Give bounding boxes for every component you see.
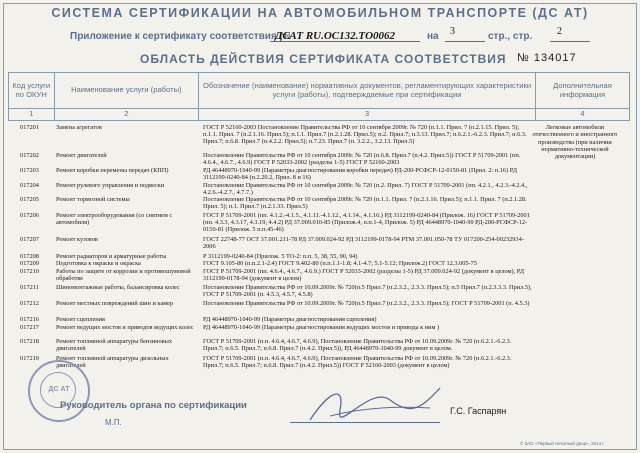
row-service: Ремонт тормозной системы [56,196,130,203]
cert-number: ДСАТ RU.ОС132.ТО0062 [275,30,396,42]
table-header [8,72,630,121]
row-doc: Постановление Правительства РФ от 10.09.2009г. № 720(п.5 Прил.7 (п.2.3.2., 2.3.3. Прил.5); п.5 Прил.7 (п.2.3.3.3. Прил.5), ГОСТ Р 51709-2001 (п. 4.5.3, 4.5.7, 4.5.8) [203,284,532,298]
row-code: 017212 [20,300,39,307]
row-service: Работы по защите от коррозии и противошумовой обработке [56,268,191,282]
row-code: 017217 [20,324,39,331]
row-code: 017204 [20,182,39,189]
row-service: Ремонт коробки перемены передач (КПП) [56,167,169,174]
row-code: 017201 [20,124,39,131]
row-doc: РД 46448970-1040-99 (Параметры диагностирования коробки передач) РД-200-РСФСР-12-0150-81 (Прил. 2: п.16) РД 3112199-0240-84 (п.2.20.2, Прил. 8 и 16) [203,167,518,181]
row-service: Ремонт ведущих мостов и приводов ведущих колес [56,324,194,331]
appendix-label: Приложение к сертификату соответствия № [70,31,291,42]
col-code-header: Код услуги по ОКУН [9,73,55,109]
row-service: Шиномонтажные работы, балансировка колес [56,284,180,291]
row-code: 017203 [20,167,39,174]
row-code: 017206 [20,212,39,219]
col-num-1: 1 [9,109,55,121]
row-doc: Р 3112199-0240-84 (Прилож. 5 ТО-2: п.п. 5, 38, 55, 90, 94) [203,253,358,260]
appendix-line [70,28,630,46]
row-doc: РД 46448970-1040-99 (Параметры диагностирования сцепления) [203,316,377,323]
on-label: на [427,31,439,42]
seal-place-label: М.П. [105,418,122,427]
col-service-header: Наименование услуги (работы) [54,73,199,109]
row-doc: ГОСТ Р 51709-2001 (пп. 4.1.2.-4.1.5., 4.1.11.-4.1.12., 4.1.14., 4.1.16.) РД 3112199-0240-84 (Прилож. 16) ГОСТ Р 51709-2001 (пп. 4.3.3, 4.3.17, 4.3.19, 4.4.2) РД 37.009.010-85 (Прилож.4, п.п.1-4, Прилож. 5) РД 46448970-1040-99 РД-200-РСФСР-12-0150-81 (Прилож. 5 п.п.45-46) [203,212,530,233]
row-service: Ремонт местных повреждений шин и камер [56,300,174,307]
signatory-role: Руководитель органа по сертификации [60,400,247,411]
blank-number: № 134017 [517,52,577,64]
row-service: Ремонт электрооборудования (со снятием с автомобиля) [56,212,173,226]
scope-title: ОБЛАСТЬ ДЕЙСТВИЯ СЕРТИФИКАТА СООТВЕТСТВИЯ [140,52,507,66]
seal-stamp [28,360,90,422]
row-service: Ремонт топливной аппаратуры дизельных двигателей [56,355,169,369]
row-code: 017209 [20,260,39,267]
row-doc: ГОСТ 9.105-80 (п.п.2.1-2.4) ГОСТ 9.402-80 (п.п.1.1-1.8; 4.1-4.7; 5.1-5.12; Прилож.2) ГОСТ 12.3.005-75 [203,260,477,267]
row-code: 017211 [20,284,39,291]
row-code: 017218 [20,338,39,345]
col-num-3: 3 [199,109,536,121]
row-doc: ГОСТ 22748-77 ОСТ 37.001.211-78 РД 37.009.024-92 РД 3112199-0178-94 РТМ 37.001.050-78 ТУ 017200-254-00232934-2006 [203,236,524,250]
row-doc: ГОСТ Р 51709-2001 (п.п. 4.6.4, 4.6.7, 4.6.9), Постановление Правительства РФ от 10.09.2009г. № 720 (п.6.2.1.-6.2.3. Прил.7; п.6.5. Прил.7; п.6.8. Прил.7 (п.4.2. Прил.5)), РД 46448970-1040-99 документ в целом. [203,338,512,352]
row-service: Ремонт рулевого управления и подвески [56,182,165,189]
row-code: 017216 [20,316,39,323]
row-code: 017202 [20,152,39,159]
page-current: 2 [557,26,562,37]
row-service: Ремонт кузовов [56,236,98,243]
row-service: Замена агрегатов [56,124,102,131]
additional-info: Легковые автомобили отечественного и иностранного производства (при наличии нормативно-технической документации) [532,124,618,161]
row-code: 017207 [20,236,39,243]
row-doc: ГОСТ Р 51709-2001 (пп. 4.6.4., 4.6.7., 4.6.9.) ГОСТ Р 52033-2002 (разделы 1-5) РД 37.009.024-92 (документ в целом), РД 3112199-0178-94 (документ в целом) [203,268,525,282]
row-doc: Постановление Правительства РФ от 10.09.2009г. № 720(п.5 Прил.7 (п.2.3.2., 2.3.3. Прил.5); ГОСТ Р 51709-2001 (п. 4.5.3) [203,300,530,307]
col-docs-header: Обозначение (наименование) нормативных документов, регламентирующих характеристики услуги (работы), подтверждаемые при сертификации [199,73,536,109]
pages-total: 3 [450,26,455,37]
page-current-underline [550,28,590,42]
row-code: 017205 [20,196,39,203]
row-code: 017219 [20,355,39,362]
printer-footer: © ЗАО «Первый печатный двор», 2014 г. [520,441,605,446]
col-num-4: 4 [535,109,629,121]
row-service: Ремонт двигателей [56,152,107,159]
row-service: Подготовка к окраске и окраска [56,260,141,267]
row-code: 017208 [20,253,39,260]
row-doc: РД 46448970-1040-99 (Параметры диагностирования ведущих мостов и привода к ним ) [203,324,440,331]
row-doc: Постановление Правительства РФ от 10 сентября 2009г. № 720 (п.6.8. Прил.7 (п.4.2. Прил.5)) ГОСТ Р 51709-2001 (пп. 4.6.4., 4.6.7., 4.6.9) ГОСТ Р 52033-2002 (разделы 1-5) ГОСТ Р 52160-2003 [203,152,521,166]
col-info-header: Дополнительная информация [535,73,629,109]
row-service: Ремонт сцепления [56,316,105,323]
col-num-2: 2 [54,109,199,121]
page-label: стр., стр. [488,31,533,42]
row-service: Ремонт радиаторов и арматурные работы [56,253,167,260]
row-service: Ремонт топливной аппаратуры бензиновых двигателей [56,338,172,352]
signature-line [290,422,440,423]
system-title: СИСТЕМА СЕРТИФИКАЦИИ НА АВТОМОБИЛЬНОМ ТРАНСПОРТЕ (ДС АТ) [51,6,589,20]
row-doc: ГОСТ Р 52160-2003 Постановление Правительства РФ от 10 сентября 2009г. № 720 (п.1.1. Прил. 7 (п.2.1.15. Прил. 5); п.1.1. Прил. 7 (п.2.1.16. Прил.5); п.1.1. Прил.7 (п.2.1.28. Прил.5); п.2. Прил.7; п.3.13. Прил.7; п.6.2.1.-6.2.3. Прил.7; п.6.3. Прил.7; п.6.8. Прил.7 (п.4.2.2. Прил.5); п.7.23. Прил.7 (п. 3.2.2., 3.2.13. Прил.5) [203,124,527,145]
row-doc: Постановление Правительства РФ от 10 сентября 2009г. № 720 (п.1.1. Прил. 7 (п.2.1.16. Прил.5); п.1.1. Прил. 7 (п.2.1.28. Прил. 5); п.1. Прил.7 (п.2.1.33. Прил.5) [203,196,527,210]
row-code: 017210 [20,268,39,275]
seal-text: ДС АТ [48,386,70,393]
row-doc: Постановление Правительства РФ от 10 сентября 2009г. № 720 (п.2. Прил. 7) ГОСТ Р 51709-2001 (пп. 4.2.1., 4.2.3.-4.2.4., 4.2.6.-4.2.7., 4.7.7.) [203,182,528,196]
signature-scribble [300,380,450,428]
signatory-name: Г.С. Гаспарян [450,406,507,416]
row-doc: ГОСТ Р 51709-2001 (п.п. 4.6.4, 4.6.7, 4.6.9), Постановление Правительства РФ от 10.09.2009г. № 720 (п.6.2.1.-6.2.3. Прил.7; п.6.5. Прил.7; п.6.8. Прил.7 (п.4.2. Прил.5)) ГОСТ Р 52160-2003 (документ в целом) [203,355,512,369]
